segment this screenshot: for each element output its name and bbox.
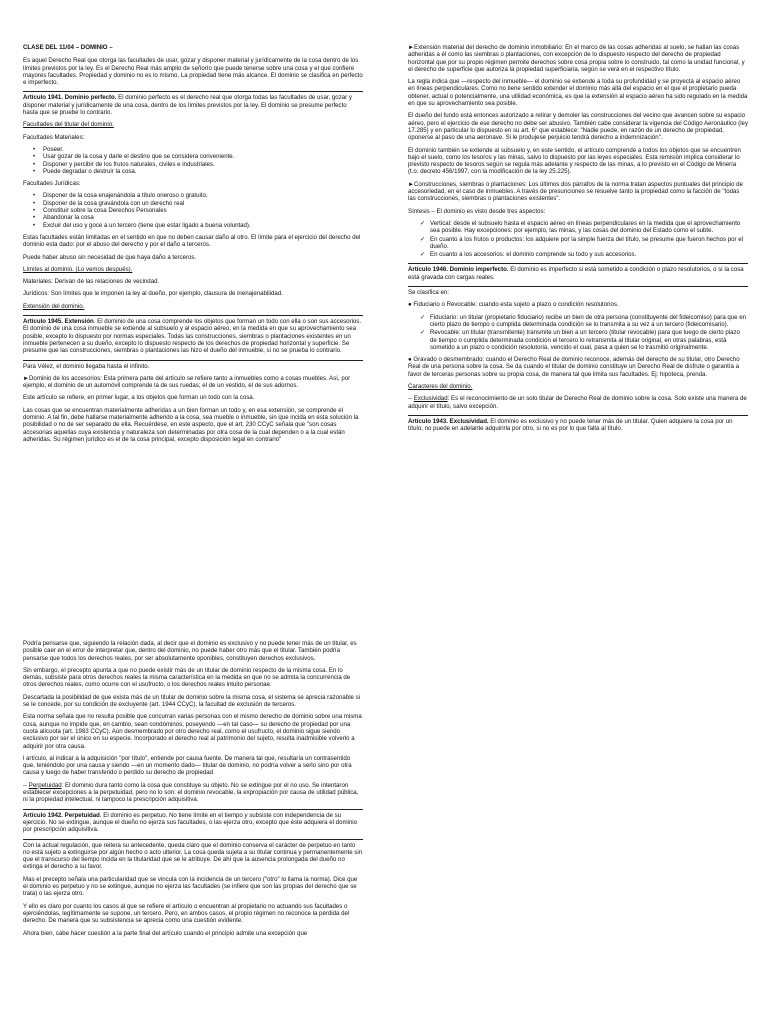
sin-embargo-paragraph: Sin embargo, el precepto apunta a que no puede existir más de un titular de dominio respecto de la misma cosa. En lo demás, subsiste para otros derechos reales la misma característica en la medida en que no se admita la concurrencia de otros derechos reales, como ocurre con el usufructo, o los derechos reales intuito personae.	[23, 666, 351, 689]
ello-paragraph: Y ello es claro por cuanto los casos al que se refiere el artículo o encuentran al propietario no actuando sus facultades o ejerciéndolas, legítimamente se supone, un tercero. Pero, en ambos casos, el propio régimen no reconoce la pérdida del derecho. De manera que su subsistencia se aprecia como una cuestión evidente.	[23, 902, 350, 925]
list-item: ✓ Vertical: desde el subsuelo hasta el espacio aéreo en líneas perpendiculares en la medida que el aprovechamiento sea posible. Hay excepciones: por ejemplo, las minas, y las cosas del dominio del Estado como el subte.	[420, 220, 748, 235]
actual-paragraph: Con la actual regulación, que reitera su antecedente, queda claro que el dominio conserva el carácter de perpetuo en tanto no está sujeto a extinguirse por algún hecho o acto ulterior. La cosa queda sujeta a su titular continua y permanentemente sin que el transcurso del tiempo incida en la titularidad que se le atribuye. De ahí que la ausencia prolongada del dueño no extinga el derecho a su favor.	[23, 839, 363, 871]
exclusividad-paragraph: -- Exclusividad: Es el reconocimiento de un solo titular de Derecho Real de dominio sobre la cosa. Solo existe una manera de adquirir el título, salvo excepción.	[408, 395, 747, 410]
subsuelo-paragraph: El dominio también se extiende al subsuelo y, en este sentido, el artículo comprende a todos los objetos que se encuentren bajo el suelo, como los tesoros y las minas, salvo lo dispuesto por las leyes especiales. Esta remisión implica considerar lo previsto respecto de tesoros según se regula más adelante y respecto de las minas, a lo previsto en el Código de Minería (t.o. decreto 456/1997, con la modificación de la ley 25.225).	[408, 146, 741, 176]
list-item: • Puede degradar o destruir la cosa.	[37, 168, 363, 175]
page1-left-column	[23, 44, 363, 620]
article-1942: Artículo 1942. Perpetuidad. El dominio es perpetuo. No tiene límite en el tiempo y subsiste con independencia de su ejercicio. No se extingue, aunque el dueño no ejerza sus facultades, o las ejerza otro, excepto que éste adquiera el dominio por prescripción adquisitiva.	[23, 809, 363, 834]
ahora-paragraph: Ahora bien, cabe hacer cuestión a la parte final del artículo cuando el principio admite una excepción que	[23, 929, 308, 937]
gravado-paragraph: ● Gravado o desmembrado: cuando el Derecho Real de dominio reconoce, además del derecho de su titular, otro Derecho Real de una persona sobre la cosa. Se da cuando el titular de dominio constituye un Derecho Real de disfrute o garantía a favor de terceras personas sobre su propia cosa, de manera tal que limita sus facultades. Ej: hipoteca, prenda.	[408, 356, 740, 378]
intro-paragraph: Es aquel Derecho Real que otorga las facultades de usar, gozar y disponer material y jurídicamente de la cosa dentro de los límites previstos por la ley. Es el Derecho Real más amplio de señorío que puede tenerse sobre una cosa y el que confiere mayores facultades. Propiedad y dominio no es lo mismo. La propiedad tiene más alcance. El dominio se clasifica en perfecto e imperfecto.	[23, 57, 363, 87]
articulo-titulo-paragraph: l artículo, al indicar a la adquisición "por título", entiende por causa fuente. De manera tal que, resultaría un contrasentido que, teniéndolo por una causa y siendo —en un momento dado— titular de dominio, no podría volver a serlo sino por otra causa y luego de haber transferido o perdido su derecho de propiedad	[23, 754, 352, 777]
list-item: • Abandonar la cosa	[37, 214, 363, 221]
list-item: • Excluir del uso y goce a un tercero (tiene que estar ligado a buena voluntad).	[37, 222, 363, 229]
article-1943: Artículo 1943. Exclusividad. El dominio es exclusivo y no puede tener más de un titular. Quien adquiere la cosa por un título, no puede en adelante adquirirla por otro, si no es por lo que falta al título.	[408, 415, 748, 433]
article-1945: Artículo 1945. Extensión. El dominio de una cosa comprende los objetos que forman un todo con ella o son sus accesorios. El dominio de una cosa inmueble se extiende al subsuelo y al espacio aéreo, en la medida en que su aprovechamiento sea posible, excepto lo dispuesto por normas especiales. Todas las construcciones, siembras o plantaciones existentes en un inmueble pertenecen a su dueño, excepto lo dispuesto respecto de los derechos de propiedad horizontal y superficie. Se presume que las construcciones, siembras o plantaciones las hizo el dueño del inmueble, si no se prueba lo contrario.	[23, 315, 363, 354]
clasifica-heading: Se clasifica en:	[408, 286, 748, 296]
class-title: CLASE DEL 11/04 – DOMINIO –	[23, 44, 113, 51]
limites-materiales: Materiales: Derivan de las relaciones de vecindad.	[23, 278, 160, 286]
materiales-heading: Facultades Materiales:	[23, 133, 85, 141]
materiales-list	[37, 146, 363, 175]
list-item: • Constituir sobre la cosa Derechos Personales	[37, 207, 363, 214]
juridicas-list	[37, 192, 363, 228]
dueno-paragraph: El dueño del fundo está entonces autorizado a retirar y demoler las construcciones del vecino que avancen sobre su espacio aéreo, pero el ejercicio de ese derecho no debe ser abusivo. También cabe considerar la vigencia del Código Aeronáutico (ley 17.285) y en particular lo dispuesto en su art. 6° que establece: "Nadie puede, en razón de un derecho de propiedad, oponerse al paso de una aeronave. Si le produjese perjuicio tendrá derecho a indemnización".	[408, 112, 748, 142]
norma-paragraph: Esta norma señala que no resulta posible que concurran varias personas con el mismo derecho de dominio sobre una misma cosa, aunque no impide que, en cambio, sean condóminos; poseyendo —en tal caso— su derecho de propiedad por una cuota alícuota (art. 1983 CCyC). Aún desmembrado por otro derecho real, como el usufructo, el dominio sigue siendo exclusivo por ser el único en su especie. Incorporado el derecho real al patrimonio del sujeto, resulta inadmisible volverlo a adquirir por otra causa.	[23, 713, 362, 750]
page2-left-column	[23, 640, 363, 1024]
fiduciario-list	[420, 314, 748, 351]
regla-paragraph: La regla indica que —respecto del inmueble— el dominio se extiende a toda su profundidad y se proyecta al espacio aéreo en líneas perpendiculares. Como no tiene sentido extender el dominio más allá del espacio en el que el propietario pueda obtener, actual o potencialmente, una utilidad económica, es que la extensión al espacio aéreo ha sido regulado en la medida en que su aprovechamiento sea posible.	[408, 78, 748, 108]
limitadas-paragraph: Estas facultades están limitadas en el sentido en que no deben causar daño al otro. El límite para el ejercicio del derecho del dominio esta dado: por el abuso del derecho y por el daño a terceros.	[23, 233, 361, 249]
primer-lugar-paragraph: Este artículo se refiere, en primer lugar, a los objetos que forman un todo con la cosa.	[23, 394, 255, 402]
pensarse-paragraph: Podría pensarse que, siguiendo la relación dada, al decir que el dominio es exclusivo y no puede tener más de un titular, es posible caer en el error de interpretar que, dentro del dominio, no puede haber otro más que el titular. También podría pensarse que todos los derechos reales, por ser absolutamente oponibles, constituyen derechos exclusivos.	[23, 640, 357, 662]
abuso-paragraph: Puede haber abuso sin necesidad de que haya daño a terceros.	[23, 253, 197, 261]
list-item: • Disponer de la cosa gravándola con un derecho real	[37, 200, 363, 207]
list-item: • Disponer y percibir de los frutos naturales, civiles e industriales.	[37, 161, 363, 168]
facultades-heading: Facultades del titular del dominio.	[23, 121, 114, 129]
list-item: • Usar gozar de la cosa y darle el destino que se considera conveniente.	[37, 153, 363, 160]
article-1941: Artículo 1941. Dominio perfecto. El dominio perfecto es el derecho real que otorga todas las facultades de usar, gozar y disponer material y jurídicamente de una cosa, dentro de los límites previstos por la ley. El dominio se presume perfecto hasta que se pruebe lo contrario.	[23, 91, 363, 116]
sintesis-heading: Síntesis – El dominio es visto desde tres aspectos:	[408, 207, 546, 215]
extension-heading: Extensión del dominio.	[23, 302, 85, 310]
mas-paragraph: Mas el precepto señala una particularidad que se vincula con la incidencia de un tercero ("otro" lo llama la norma). Dice que el dominio es perpetuo y no se extingue, aunque no ejerza las facultades (se infiere que son las propias del derecho que se trata) o las ejerza otro.	[23, 875, 358, 898]
perpetuidad-paragraph: -- Perpetuidad: El dominio dura tanto como la cosa que constituye su objeto. No se extingue por el no uso. Se intentaron establecer excepciones a la perpetuidad, pero no lo son: el dominio revocable, la expropiación por causa de utilidad pública, ni la propiedad intelectual, ni tampoco la prescripción adquisitiva.	[23, 781, 359, 804]
limites-heading: Límites al dominio. (Lo vemos después).	[23, 265, 133, 273]
construcciones-paragraph: ►Construcciones, siembras o plantaciones: Los últimos dos párrafos de la norma tratan aspectos puntuales del principio de accesoriedad, en el caso de inmuebles. A través de presunciones se resuelve tanto la propiedad como la facción de "todas las construcciones, siembras o plantaciones existentes".	[408, 180, 743, 203]
article-1946: Artículo 1946. Dominio imperfecto. El dominio es imperfecto si está sometido a condición o plazo resolutorios, o si la cosa está gravada con cargas reales.	[408, 263, 748, 281]
velez-paragraph: Para Vélez, el dominio llegaba hasta el infinito.	[23, 360, 363, 370]
list-item: • Poseer.	[37, 146, 363, 153]
accesorios-paragraph: ►Dominio de los accesorios: Esta primera parte del artículo se refiere tanto a inmuebles como a cosas muebles. Así, por ejemplo, el dominio de un automóvil comprende la de sus ruedas; el de un vestido, el de sus adornos.	[23, 374, 351, 390]
list-item: ✓ En cuanto a los accesorios: el dominio comprende su todo y sus accesorios.	[420, 251, 748, 258]
list-item: • Disponer de la cosa enajenándola a título oneroso o gratuito,	[37, 192, 363, 199]
descartada-paragraph: Descartada la posibilidad de que exista más de un titular de dominio sobre la misma cosa, el sistema se aprecia razonable si se le concede, por su condición de excluyente (art. 1944 CCyC), la facultad de exclusión de terceros.	[23, 693, 361, 709]
list-item: ✓ Revocable: un titular (transmitente) transmite un bien a un tercero (titular revocable) para que luego de cierto plazo de tiempo o cumplida determinada condición el tercero lo retransmita al titular original, en otras palabras, está sometido a un plazo o condición resolutoria, vencido el cual, pasa a quien se lo trasmitió originalmente.	[420, 329, 748, 351]
list-item: ✓ Fiduciario: un titular (propietario fiduciario) recibe un bien de otra persona (constituyente del fideicomiso) para que en cierto plazo de tiempo o cumplida determinada condición se lo transmita a su vez a un tercero (fideicomisario).	[420, 314, 748, 329]
sintesis-list	[420, 220, 748, 258]
document-page-2	[0, 630, 768, 1024]
list-item: ✓ En cuanto a los frutos o productos: los adquiere por la simple fuerza del título, se presume que fueron hechos por el dueño.	[420, 236, 748, 251]
juridicas-heading: Facultades Jurídicas:	[23, 180, 81, 188]
caracteres-heading: Caracteres del dominio.	[408, 382, 473, 390]
limites-juridicos: Jurídicos: Son límites que le imponen la ley al dueño, por ejemplo, clausura de inenajenabilidad.	[23, 290, 283, 298]
cosas-paragraph: Las cosas que se encuentran materialmente adheridas a un bien forman un todo y, en esa extensión, se comprende el dominio. A tal fin, debe hallarse materialmente adherido a la cosa, sea mueble o inmueble, sin que incida en esta solución la posibilidad o no de ser separado de ella. Recuérdese, en este aspecto, que el art. 230 CCyC señala que "son cosas accesorias aquellas cuya existencia y naturaleza son determinadas por otra cosa de la cual dependen o a la cual están adheridas. Su régimen jurídico es el de la cosa principal, excepto disposición legal en contrario"	[23, 406, 359, 443]
ext-material-paragraph: ►Extensión material del derecho de dominio inmobiliario: En el marco de las cosas adheridas al suelo, se hallan las cosas adheridas a él como las siembras o plantaciones, con excepción de lo dispuesto respecto del derecho de propiedad horizontal que por su propio régimen permite derechos sobre cosa propia sobre lo construido, tal como la unidad funcional, y el derecho de superficie que autoriza la propiedad superficiaria, según se verá en el respectivo título.	[408, 44, 745, 73]
fiduciario-paragraph: ● Fiduciario o Revocable: cuando esta sujeto a plazo o condición resolutorios.	[408, 301, 619, 309]
page1-right-column	[408, 44, 748, 620]
